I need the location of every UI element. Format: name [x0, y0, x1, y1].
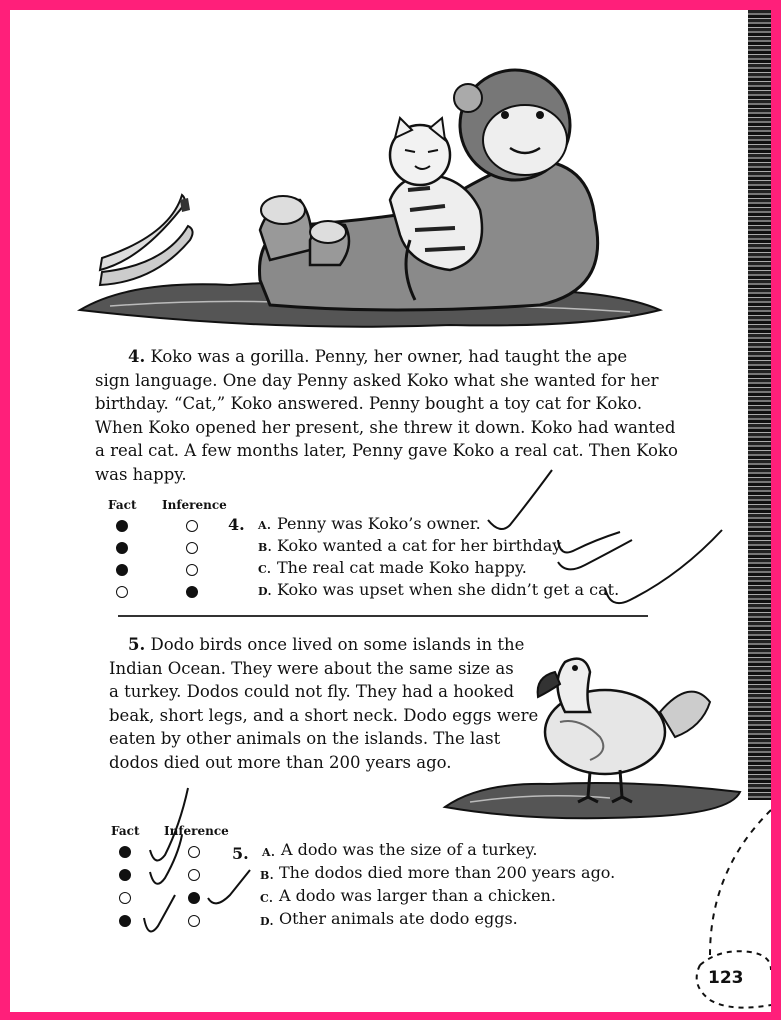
option-5c-letter: C. [260, 892, 274, 905]
page-number: 123 [708, 968, 744, 988]
option-4d-letter: D. [258, 585, 272, 598]
bananas-illustration [100, 195, 193, 285]
passage-5-line: a turkey. Dodos could not fly. They had a hooked [109, 682, 515, 701]
passage-4-line: sign language. One day Penny asked Koko what she wanted for her [95, 370, 659, 390]
option-4b-letter: B. [258, 541, 273, 554]
option-4b-text: Koko wanted a cat for her birthday. [277, 536, 565, 555]
passage-5-line: Dodo birds once lived on some islands in the [150, 635, 525, 654]
check-mark-icon [150, 835, 182, 884]
option-4c-text: The real cat made Koko happy. [277, 558, 527, 577]
option-4c-letter: C. [258, 563, 272, 576]
passage-4-line: When Koko opened her present, she threw it down. Koko had wanted [95, 417, 676, 437]
check-mark-icon [208, 870, 250, 903]
question-4-number: 4. [228, 515, 245, 534]
gorilla-illustration [70, 60, 680, 340]
passage-4-line: birthday. “Cat,” Koko answered. Penny bought a toy cat for Koko. [95, 394, 643, 413]
inference-header: Inference [162, 498, 227, 512]
option-5a-letter: A. [262, 846, 276, 859]
fact-header: Fact [108, 498, 137, 512]
fact-bubble-5d[interactable] [119, 915, 131, 927]
passage-5-line: dodos died out more than 200 years ago. [109, 752, 452, 772]
inference-bubble-5d[interactable] [188, 915, 200, 927]
fact-bubble-4b[interactable] [116, 542, 128, 554]
question-5-number: 5. [232, 844, 249, 863]
option-5d-text: Other animals ate dodo eggs. [279, 909, 518, 928]
fact-bubble-4d[interactable] [116, 586, 128, 598]
option-4a-text: Penny was Koko’s owner. [277, 514, 481, 533]
fact-header: Fact [111, 824, 140, 838]
inference-bubble-4d[interactable] [186, 586, 198, 598]
dashed-path-decoration [710, 810, 771, 955]
option-4a-letter: A. [258, 519, 272, 532]
passage-4-line: a real cat. A few months later, Penny gave Koko a real cat. Then Koko [95, 441, 678, 460]
option-4d-text: Koko was upset when she didn’t get a cat. [277, 580, 620, 599]
inference-bubble-5c[interactable] [188, 892, 200, 904]
inference-bubble-5a[interactable] [188, 846, 200, 858]
passage-4 [95, 345, 715, 486]
passage-5-line: Indian Ocean. They were about the same size as [109, 658, 514, 678]
fact-bubble-5a[interactable] [119, 846, 131, 858]
option-5c-text: A dodo was larger than a chicken. [279, 886, 556, 905]
inference-bubble-4b[interactable] [186, 542, 198, 554]
option-5d-letter: D. [260, 915, 274, 928]
check-mark-icon [144, 895, 175, 931]
page-edge-strip [748, 10, 771, 800]
fact-bubble-5b[interactable] [119, 869, 131, 881]
inference-bubble-4a[interactable] [186, 520, 198, 532]
dodo-illustration [440, 642, 750, 822]
passage-4-line: Koko was a gorilla. Penny, her owner, had taught the ape [150, 347, 628, 366]
passage-4-number: 4. [128, 347, 146, 366]
passage-5-number: 5. [128, 635, 146, 654]
option-5b-text: The dodos died more than 200 years ago. [279, 863, 616, 882]
fact-bubble-5c[interactable] [119, 892, 131, 904]
option-5a-text: A dodo was the size of a turkey. [281, 840, 538, 859]
inference-header: Inference [164, 824, 229, 838]
passage-5-line: eaten by other animals on the islands. The last [109, 729, 501, 748]
workbook-page [10, 10, 771, 1012]
inference-bubble-5b[interactable] [188, 869, 200, 881]
check-mark-icon [558, 540, 632, 569]
section-divider [118, 615, 648, 617]
inference-bubble-4c[interactable] [186, 564, 198, 576]
option-5b-letter: B. [260, 869, 275, 882]
passage-4-line: was happy. [95, 464, 187, 484]
passage-5-line: beak, short legs, and a short neck. Dodo eggs were [109, 705, 539, 725]
check-mark-icon [605, 530, 722, 603]
fact-bubble-4c[interactable] [116, 564, 128, 576]
check-mark-icon [558, 532, 620, 552]
fact-bubble-4a[interactable] [116, 520, 128, 532]
